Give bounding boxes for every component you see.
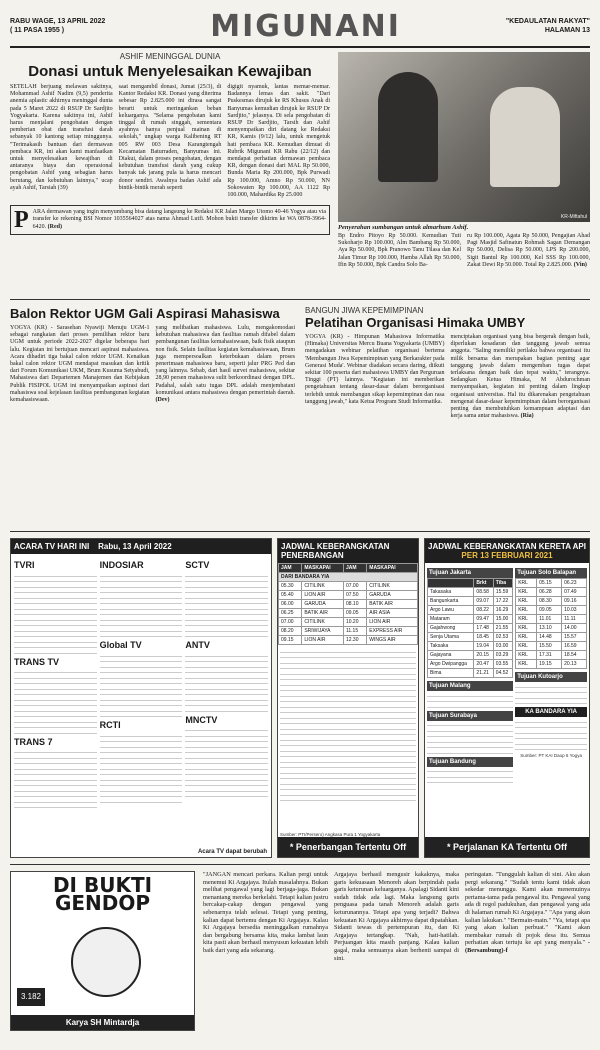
train-depart: 05.15 <box>537 579 562 588</box>
train-title: JADWAL KEBERANGKATAN KERETA API <box>428 542 586 551</box>
train-name: KRL <box>516 588 537 597</box>
train-name: Argo Lawu <box>428 606 474 615</box>
train-footnote: * Perjalanan KA Tertentu Off <box>425 837 589 857</box>
serial-story <box>203 871 590 1034</box>
top-kicker: ASHIF MENINGGAL DUNIA <box>119 52 221 61</box>
train-depart: 19.15 <box>537 660 562 669</box>
ugm-sig: (Dev) <box>155 397 170 404</box>
train-yia-rows <box>515 717 587 750</box>
flight-row <box>279 636 418 645</box>
himaka-story <box>305 306 590 531</box>
flight-time: 05.40 <box>279 591 302 600</box>
train-section-surabaya: Tujuan Surabaya <box>427 711 513 721</box>
flight-airline: CITILINK <box>302 618 344 627</box>
train-source: Sumber: PT KAI Daop 6 Yogya <box>520 753 582 758</box>
ugm-col-2-text: yang melibatkan mahasiswa. Lulu, mengakomodasi kebutuhan mahasiswa dan fasilitas ramah difabel dalam pembangunan fasilitas kemahasiswaan, baik fisik ataupun non fisik. Selain fasilitas kegiatan kemahasiswaan, Brum juga mempersoalkan keterbukaan dalam proses penerimaan mahasiswa baru, seperti jalur PRG Ped dan yang lainnya. Sebab, dari hasil survei mahasiswa, sekitar 28,90 persen mahasiswa sulit berkoordinasi dengan DPL. Padahal, salah satu tugas DPL adalah menjembatani komunikasi antara mahasiswa dengan pemerintah daerah. <box>155 325 295 396</box>
train-name: Mataram <box>428 615 474 624</box>
train-name: Taksaka <box>428 642 474 651</box>
donation-sig: (Red) <box>47 223 63 230</box>
serial-col-2: Argajaya berhasil mengusir kakaknya, maka garis kekuasaan Menoreh akan berpindah pada garis keturunan keluarganya. Apalagi Sidanti kini sudah tidak ada lagi. Maka langsung garis penguasa pada tanah Menoreh adalah garis keturunannya. Tetapi apa yang terjadi? Bahwa kekuatan Ki Argajaya akhirnya dapat dipatahkan. Sidanti tewas di pertempuran itu, dan Ki Argajaya tertangkap. "Nah, hati-hatilah. Perjuangan kita masih panjang. Kalau kalian gagal, maka semuanya akan berhenti sampai di sini. <box>334 871 459 962</box>
train-name: KRL <box>516 624 537 633</box>
train-row <box>516 651 587 660</box>
ugm-col-2 <box>156 325 296 404</box>
train-depart: 13.10 <box>537 624 562 633</box>
himaka-sig: (Ria) <box>520 413 534 420</box>
train-row <box>516 642 587 651</box>
channel-label: RCTI <box>99 720 121 730</box>
train-section-yia: KA BANDARA YIA <box>515 707 587 717</box>
himaka-col-1: YOGYA (KR) - Himpunan Mahasiswa Informatika (Himaka) Universitas Mercu Buana Yogyakarta (UMBY) mengadakan webinar pelatihan organisasi bertema 'Membangun Jiwa Kepemimpinan yang Berkarakter pada Generasi Muda'. Webinar diadakan secara daring, diikuti sekitar 100 peserta dari mahasiswa UMBY dan Perguruan Tinggi (PT) lainnya. "Kegiatan ini memberikan pengetahuan tentang dasar-dasar dalam berorganisasi terlebih untuk membangun sikap kepemimpinan dan rasa tanggung jawab," kata Ketua Program Studi Informatika. <box>305 334 445 405</box>
flight-col-airline: MASKAPAI <box>302 564 344 573</box>
program-lines <box>14 571 97 654</box>
top-right-col-2-text: ru Rp 100.000, Agata Rp 50.000, Pengajian Ahad Pagi Masjid Safinatun Rohmah Sagan Demangan Rp 50.000, Delisa Rp 50.000, LPS Rp 200.000, Sigit Bantul Rp 100.000, Kel SSS Rp 100.000, Zakat Dewi Rp 50.000. Total Rp 2.825.000. <box>467 233 590 268</box>
train-row <box>516 597 587 606</box>
flight-airline: AIR ASIA <box>367 609 418 618</box>
flight-col-time: JAM <box>279 564 302 573</box>
train-section-malang: Tujuan Malang <box>427 681 513 691</box>
flight-section-yia: DARI BANDARA YIA <box>279 573 418 582</box>
photo-person-right <box>490 87 560 187</box>
top-columns <box>10 84 330 199</box>
flight-time: 08.20 <box>279 627 302 636</box>
train-table-solo <box>515 578 587 669</box>
program-lines <box>100 731 183 803</box>
flight-time: 05.30 <box>279 582 302 591</box>
himaka-col-2 <box>451 334 591 420</box>
top-col-3: digigit nyamuk, lantas memar-memar. Badannya lemas dan sakit. "Dari Puskesmas dirujuk ke RS Khusus Anak di Banyumas kemudian dirujuk ke RSUP Dr Sardjito," jelasnya. Di sela pengobatan di RSUP Dr Sardjito, Tarsih dan Ashif menyempatkan diri datang ke Redaksi KR, Kamis (9/12) lalu, untuk mengetuk hati pembaca KR. Kemudian dimuat di Rubrik Migunani KR Rabu (22/12) dan mendapat perhatian dermawan pembaca KR, dengan donasi dari MAL Rp 50.000, Bunda Maria Rp 200.000, Bpk Purwadi Rp 100.000, Amno Rp 50.000, NN Sokowaten Rp 100.000, AA 1122 Rp 100.000, Mahardika Rp 25.000 <box>227 84 331 199</box>
train-depart: 17.48 <box>474 624 493 633</box>
ugm-columns <box>10 325 295 404</box>
donation-text <box>33 209 326 231</box>
photo-caption: Penyerahan sumbangan untuk almarhum Ashif. <box>338 224 469 231</box>
channel-label: TVRI <box>14 560 35 570</box>
train-arrive: 18.54 <box>562 651 587 660</box>
program-lines <box>100 571 183 637</box>
flight-time: 08.10 <box>343 600 366 609</box>
train-arrive: 15.00 <box>493 615 512 624</box>
header-javanese-date: ( 11 PASA 1955 ) <box>10 27 65 34</box>
himaka-col-2-text: menciptakan organisasi yang bisa bergerak dengan baik, diperlukan kesadaran dan tanggung jawab semua anggota. "Saling memiliki perilaku bahwa organisasi itu milik bersama dan merupakan bagian penting agar tanggung jawab dalam mengemban tugas dapat terlaksana dengan baik dan tepat waktu," terangnya. Sedangkan Ketua Himaka, M Abdurochman menyampaikan, kegiatan ini penting dalam lingkup organisasi universitas. Hal itu dikarenakan pengetahuan mengenai dasar-dasar kepemimpinan dalam berorganisasi penting dan membutuhkan kemampuan adaptasi dan kerja sama antar mahasiswa. <box>450 334 590 420</box>
top-story <box>10 52 590 300</box>
paper-name: "KEDAULATAN RAKYAT" <box>505 18 590 25</box>
train-col-depart: Brkt <box>474 579 493 588</box>
flight-header: JADWAL KEBERANGKATAN PENERBANGAN <box>278 539 418 563</box>
flight-time: 09.05 <box>343 609 366 618</box>
train-depart: 08.58 <box>474 588 493 597</box>
train-depart: 19.04 <box>474 642 493 651</box>
donation-body: ARA dermawan yang ingin menyumbang bisa datang langsung ke Redaksi KR Jalan Margo Utomo 40-46 Yogya atau via transfer ke rekening BSI Nomor 1035564027 atas nama Ahmad Lutfi. Mohon bukti transfer dikirim ke WA 0878-3964-6420. <box>32 209 326 230</box>
himaka-kicker: BANGUN JIWA KEPEMIMPINAN <box>305 306 424 315</box>
train-arrive: 16.59 <box>562 642 587 651</box>
train-arrive: 04.52 <box>493 669 512 678</box>
train-name: Argo Dwipangga <box>428 660 474 669</box>
train-schedule <box>424 538 590 858</box>
donation-photo <box>338 52 590 222</box>
train-row <box>428 642 513 651</box>
tv-date: Rabu, 13 April 2022 <box>98 542 172 551</box>
channel-label: TRANS TV <box>14 656 59 667</box>
channel-label: MNCTV <box>185 714 218 725</box>
serial-section <box>10 864 590 1034</box>
program-lines <box>185 726 268 798</box>
flight-airline: LION AIR <box>367 618 418 627</box>
train-table-jakarta <box>427 578 513 678</box>
tv-col-2 <box>100 557 183 808</box>
flight-table <box>278 563 418 645</box>
train-row <box>516 615 587 624</box>
tv-footnote: Acara TV dapat berubah <box>11 847 271 857</box>
flight-airline: BATIK AIR <box>367 600 418 609</box>
top-right-columns <box>338 233 590 269</box>
train-row <box>516 624 587 633</box>
train-bandung-rows <box>427 767 513 784</box>
serial-title: DI BUKTI GENDOP <box>52 873 153 915</box>
train-depart: 11.01 <box>537 615 562 624</box>
tv-schedule-header <box>11 539 271 554</box>
serial-sig: -(Bersambung)-f <box>465 939 590 954</box>
flight-more-rows <box>278 645 418 803</box>
train-name: KRL <box>516 642 537 651</box>
serial-illustration <box>10 871 195 1031</box>
train-arrive: 10.03 <box>562 606 587 615</box>
train-arrive: 20.13 <box>562 660 587 669</box>
train-surabaya-rows <box>427 721 513 754</box>
train-name: KRL <box>516 633 537 642</box>
train-depart: 06.28 <box>537 588 562 597</box>
flight-airline: CITILINK <box>302 582 344 591</box>
train-depart: 20.15 <box>474 651 493 660</box>
channel-label: ANTV <box>185 640 210 650</box>
train-header <box>425 539 589 563</box>
train-arrive: 21.55 <box>493 624 512 633</box>
flight-schedule <box>277 538 419 858</box>
train-depart: 18.45 <box>474 633 493 642</box>
flight-time: 12.30 <box>343 636 366 645</box>
train-arrive: 15.59 <box>493 588 512 597</box>
train-arrive: 06.23 <box>562 579 587 588</box>
train-arrive: 03.00 <box>493 642 512 651</box>
train-row <box>428 669 513 678</box>
train-col-right <box>515 565 587 783</box>
train-name: Bima <box>428 669 474 678</box>
train-depart: 17.31 <box>537 651 562 660</box>
train-row <box>428 660 513 669</box>
train-tables <box>425 563 589 785</box>
episode-number: 3.182 <box>17 988 45 1006</box>
train-depart: 21.21 <box>474 669 493 678</box>
channel-label: TRANS 7 <box>14 736 53 747</box>
program-lines <box>100 651 183 717</box>
serial-col-1: "JANGAN mencari perkara. Kalian pergi untuk menemui Ki Argajaya. Itulah masalahnya. Bukan melihat pengawal yang lagi berjaga-jaga. Bukan menantang mereka berkelahi. Tetapi kalian justru bercakap-cakap dengan pengawal yang sebenarnya telah selesai. Tetapi yang penting, kalian dapat bertemu dengan Ki Argajaya. Kalau Ki Argajaya bersedia meninggalkan rumahnya dan bergabung bersama kita, maka lambat laun kita pasti akan berhasil menyusun kekuatan lebih baik dari yang ada sekarang. <box>203 871 328 954</box>
train-arrive: 03.55 <box>493 660 512 669</box>
donation-dropcap: P <box>14 207 29 234</box>
top-story-text <box>10 52 330 299</box>
train-arrive: 17.22 <box>493 597 512 606</box>
flight-col-time: JAM <box>343 564 366 573</box>
himaka-columns <box>305 334 590 420</box>
train-arrive: 14.00 <box>562 624 587 633</box>
flight-time: 07.50 <box>343 591 366 600</box>
flight-row <box>279 627 418 636</box>
top-right-sig: (Vin) <box>573 261 587 268</box>
channel-label: Global TV <box>99 640 142 650</box>
train-name: KRL <box>516 651 537 660</box>
flight-row <box>279 582 418 591</box>
illustration-figure <box>71 927 141 997</box>
middle-stories <box>10 306 590 532</box>
train-malang-rows <box>427 691 513 708</box>
flight-row <box>279 618 418 627</box>
program-lines <box>185 571 268 637</box>
train-name: KRL <box>516 660 537 669</box>
train-subtitle: PER 13 FEBRUARI 2021 <box>461 551 553 560</box>
photo-person-left <box>378 72 438 182</box>
train-name: Gajayana <box>428 651 474 660</box>
flight-airline: LION AIR <box>302 636 344 645</box>
train-row <box>428 624 513 633</box>
flight-row <box>279 600 418 609</box>
train-depart: 08.30 <box>537 597 562 606</box>
train-name: KRL <box>516 615 537 624</box>
train-row <box>428 633 513 642</box>
flight-time: 07.00 <box>279 618 302 627</box>
tv-col-1 <box>14 557 97 808</box>
program-lines <box>14 668 97 734</box>
flight-airline: CITILINK <box>367 582 418 591</box>
tv-schedule <box>10 538 272 858</box>
top-col-2: saat mengambil donasi, Jumat (25/3), di Kantor Redaksi KR. Donasi yang diterima sebesar Rp 2.825.000 ini dirasa sangat berarti untuk meringankan beban keluarganya. "Selama pengobatan kami tinggal di rumah singgah, sementara ayahnya hanya penjual mainan di sekolah," ungkap warga Kalibening RT 005 RW 003 Desa Karangtengah Kecamatan Baturraden, Banyumas ini. Diakui, dalam proses pengobatan, dengan kebutuhan transfusi darah yang cukup banyak tak jarang pula ia harus mencari donor sendiri. Awalnya badan Ashif ada bintik-bintik merah seperti <box>118 84 222 191</box>
ugm-story <box>10 306 295 531</box>
train-name: Bangunkarta <box>428 597 474 606</box>
train-row <box>516 588 587 597</box>
top-right-col-1: Bp Endro Pitoyo Rp 50.000. Kemudian Tuti Sukoharjo Rp 100.000, Alm Bambang Rp 50.000, Aya Rp 50.000, Bpk Pranowo Tanu Tilasa dan Kel Jalan Timur Rp 100.000, Hamba Allah Rp 50.000, Ifin Rp 50.000, Bpk Candra Solo Ba- <box>338 233 461 268</box>
top-right-col-2 <box>467 233 590 269</box>
flight-time: 10.20 <box>343 618 366 627</box>
flight-source: Sumber: PTI/Persero) Angkasa Pura 1 Yogyakarta <box>280 831 381 837</box>
train-depart: 14.48 <box>537 633 562 642</box>
flight-row <box>279 591 418 600</box>
train-col-arrive: Tiba <box>493 579 512 588</box>
train-depart: 09.05 <box>537 606 562 615</box>
himaka-headline: Pelatihan Organisasi Himaka UMBY <box>305 315 526 330</box>
train-section-jakarta: Tujuan Jakarta <box>427 568 513 578</box>
flight-col-airline: MASKAPAI <box>367 564 418 573</box>
train-depart: 08.22 <box>474 606 493 615</box>
train-row <box>516 579 587 588</box>
train-arrive: 09.16 <box>562 597 587 606</box>
train-arrive: 03.29 <box>493 651 512 660</box>
flight-airline: GARUDA <box>367 591 418 600</box>
train-depart: 09.47 <box>474 615 493 624</box>
ugm-col-1: YOGYA (KR) - Sarasehan Nyawiji Menuju UGM-1 sebagai rangkaian dari proses pemilihan rektor baru UGM untuk periode 2022-2027 digelar beberapa hari lalu. Kegiatan ini bertujuan mencari aspirasi mahasiswa. Acara dihadiri tiga bakal calon rektor UGM. Kenaikan bakal calon rektor UGM mendapat masukan dan kritik dari Forum Komunikasi UKM, Brum Kusuma Setyabudi, Mahasiswa dari Departemen Manajemen dan Kebijakan Publik FISIPOL UGM ini menyampaikan aspirasi dari mahasiswa soal kejelasan fasilitas pembangunan kegiatan kemahasiswaan. <box>10 325 150 404</box>
serial-col-3 <box>465 871 590 1034</box>
train-arrive: 15.57 <box>562 633 587 642</box>
channel-label: INDOSIAR <box>99 560 144 570</box>
flight-airline: WINGS AIR <box>367 636 418 645</box>
tv-title: ACARA TV HARI INI <box>14 542 90 551</box>
train-row <box>428 606 513 615</box>
program-lines <box>185 651 268 712</box>
flight-time: 06.25 <box>279 609 302 618</box>
masthead: MIGUNANI <box>210 8 401 44</box>
header-page-block <box>506 17 590 35</box>
flight-airline: LION AIR <box>302 591 344 600</box>
page-header <box>10 6 590 48</box>
train-arrive: 07.49 <box>562 588 587 597</box>
train-section-solo: Tujuan Solo Balapan <box>515 568 587 578</box>
train-section-kutoarjo: Tujuan Kutoarjo <box>515 672 587 682</box>
flight-time: 06.00 <box>279 600 302 609</box>
serial-col-3-text: peringatan. "Tunggulah kalian di sini. Aku akan pergi sekarang." "Sudah tentu kami tidak akan sekedar menunggu. Kami akan menemuinya pertama-tama pada pengawal itu. Pengawal yang ada di regol padukuhan, dan pengawal yang ada di halaman rumah Ki Argajaya." "Apa yang akan kalian lakukan." "Bermain-main." "Ya, tetapi apa yang akan kalian perbuat." "Kami akan membakar rumah di pojok desa itu. Semua perhatian akan tertuju ke api yang menyala." <box>465 871 590 947</box>
train-name: Gajahwong <box>428 624 474 633</box>
train-row <box>516 660 587 669</box>
top-headline: Donasi untuk Menyelesaikan Kewajiban <box>28 63 312 80</box>
program-lines <box>14 748 97 809</box>
train-name: KRL <box>516 579 537 588</box>
train-arrive: 11.11 <box>562 615 587 624</box>
page-number: HALAMAN 13 <box>544 27 590 34</box>
donation-notice <box>10 205 330 235</box>
train-depart: 20.47 <box>474 660 493 669</box>
train-name: Senja Utama <box>428 633 474 642</box>
header-date-block <box>10 17 105 35</box>
flight-airline: SRIWIJAYA <box>302 627 344 636</box>
train-depart: 09.07 <box>474 597 493 606</box>
flight-airline: GARUDA <box>302 600 344 609</box>
top-col-1: SETELAH berjuang melawan sakitnya, Mohammad Ashif Nadim (9,5) penderita anemia aplastic akhirnya meninggal dunia pada 5 Maret 2022 di RSUP Dr Sardjito Yogyakarta. Karena sakitnya ini, Ashif harus menjalani pengobatan dengan pemberian obat dan transfusi darah sebanyak 10 kantong setiap minggunya. "Terimakasih bantuan dari dermawan pembaca KR, ini akan kami manfaatkan untuk menyelesaikan kewajiban di antaranya biaya dan operasional pengobatan Ashif yang sebagian harus berutang, dan kebutuhan lainnya," ucap ayah Ashif, Tarsiah (39) <box>10 84 113 191</box>
serial-author: Karya SH Mintardja <box>11 1015 194 1030</box>
tv-col-3 <box>185 557 268 808</box>
train-depart: 15.50 <box>537 642 562 651</box>
train-row <box>516 606 587 615</box>
flight-time: 11.15 <box>343 627 366 636</box>
channel-label: SCTV <box>185 560 210 570</box>
train-col-left <box>427 565 513 783</box>
flight-time: 09.15 <box>279 636 302 645</box>
train-arrive: 16.29 <box>493 606 512 615</box>
train-name: KRL <box>516 606 537 615</box>
train-section-bandung: Tujuan Bandung <box>427 757 513 767</box>
train-col-name <box>428 579 474 588</box>
listings-row <box>10 538 590 858</box>
train-row <box>428 588 513 597</box>
train-row <box>516 633 587 642</box>
train-name: Takasaka <box>428 588 474 597</box>
header-date: RABU WAGE, 13 APRIL 2022 <box>10 18 106 25</box>
tv-columns <box>11 554 271 811</box>
flight-airline: EXPRESS AIR <box>367 627 418 636</box>
train-arrive: 02.53 <box>493 633 512 642</box>
train-row <box>428 597 513 606</box>
ugm-headline: Balon Rektor UGM Gali Aspirasi Mahasiswa <box>10 306 280 321</box>
flight-row <box>279 609 418 618</box>
train-row <box>428 615 513 624</box>
flight-time: 07.00 <box>343 582 366 591</box>
train-row <box>428 651 513 660</box>
train-name: KRL <box>516 597 537 606</box>
top-right-column <box>338 52 590 299</box>
flight-footnote: * Penerbangan Tertentu Off <box>278 837 418 857</box>
photo-credit: KR-Miftahul <box>560 214 587 220</box>
train-kutoarjo-rows <box>515 682 587 704</box>
flight-airline: BATIK AIR <box>302 609 344 618</box>
